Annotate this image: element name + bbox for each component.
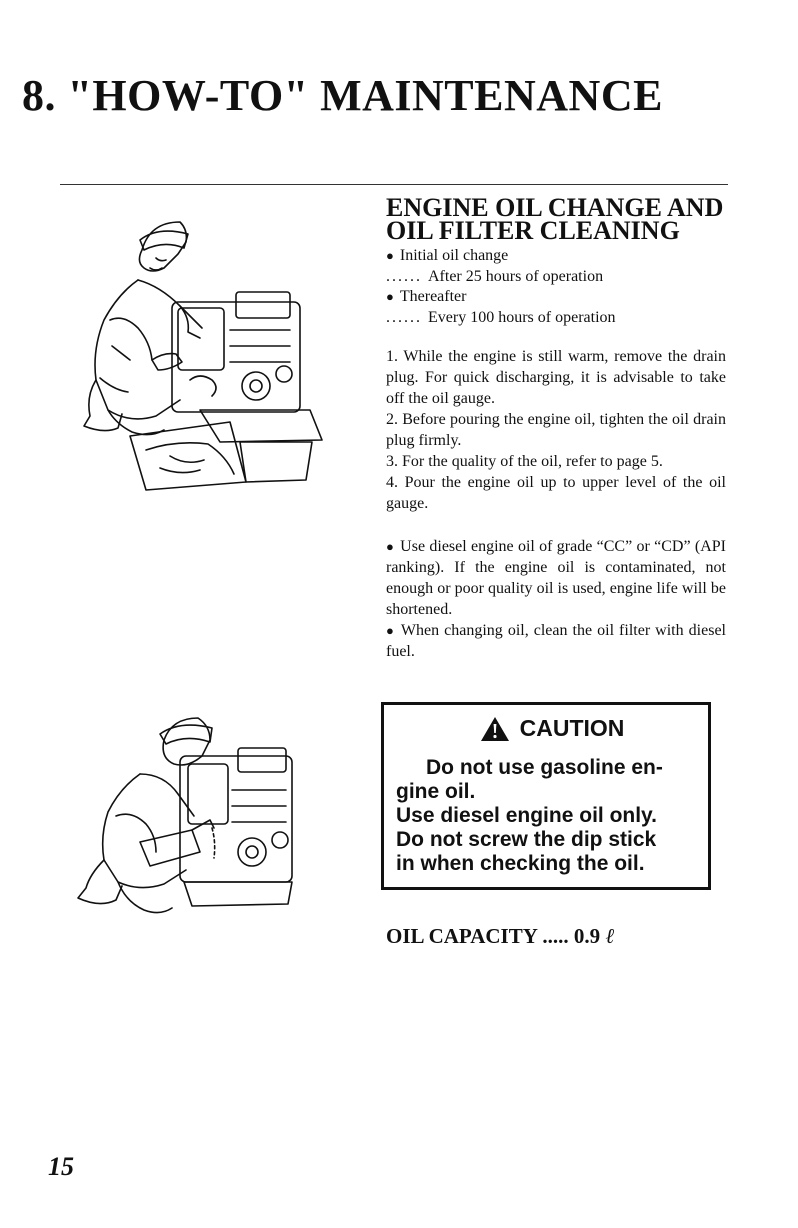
oil-capacity-dots: ..... <box>542 924 569 948</box>
caution-line-2: gine oil. <box>396 780 476 803</box>
oil-change-schedule <box>386 246 726 328</box>
leader-dots: ...... <box>386 267 422 285</box>
note-filter: ● When changing oil, clean the oil filter with diesel fuel. <box>386 620 726 662</box>
oil-notes <box>386 536 726 662</box>
section-title-line-1: ENGINE OIL CHANGE AND <box>386 193 724 222</box>
oil-capacity <box>386 924 614 949</box>
step-2: 2. Before pouring the engine oil, tighten the oil drain plug firmly. <box>386 411 726 449</box>
header-divider <box>60 184 728 185</box>
oil-capacity-unit: ℓ <box>605 924 615 948</box>
caution-header <box>396 715 708 742</box>
schedule-interval: Every 100 hours of operation <box>428 308 616 326</box>
step-4: 4. Pour the engine oil up to upper level of the oil gauge. <box>386 474 726 512</box>
chapter-title: 8. "HOW-TO" MAINTENANCE <box>22 71 663 120</box>
note-oil-grade: ● Use diesel engine oil of grade “CC” or “CD” (API ranking). If the engine oil is contaminated, not enough or poor quality oil is used, engine life will be shortened. <box>386 536 726 620</box>
section-title <box>386 193 726 245</box>
step-1: 1. While the engine is still warm, remove the drain plug. For quick discharging, it is advisable to take off the oil gauge. <box>386 348 726 407</box>
mechanic-pouring-oil-illustration <box>60 712 300 930</box>
caution-line-3: Use diesel engine oil only. <box>396 804 658 827</box>
schedule-interval: After 25 hours of operation <box>428 267 604 285</box>
leader-dots: ...... <box>386 308 422 326</box>
warning-triangle-icon <box>480 716 510 742</box>
caution-box <box>381 702 711 890</box>
caution-heading: CAUTION <box>519 715 625 741</box>
caution-line-4: Do not screw the dip stick <box>396 828 657 851</box>
oil-capacity-value: 0.9 <box>573 924 601 948</box>
caution-line-5: in when checking the oil. <box>396 852 645 875</box>
caution-text <box>396 756 708 876</box>
section-title-line-2: OIL FILTER CLEANING <box>386 216 680 245</box>
mechanic-draining-oil-illustration <box>60 210 325 500</box>
caution-line-1: Do not use gasoline en- <box>426 756 663 779</box>
schedule-label-initial: ● Initial oil change <box>386 246 726 267</box>
procedure-steps <box>386 346 726 514</box>
schedule-label-thereafter: ● Thereafter <box>386 287 726 308</box>
schedule-value-thereafter <box>386 308 726 329</box>
page-number: 15 <box>48 1152 74 1181</box>
oil-capacity-label: OIL CAPACITY <box>386 924 538 948</box>
engine-oil-section <box>386 193 726 662</box>
step-3: 3. For the quality of the oil, refer to page 5. <box>386 453 663 470</box>
schedule-value-initial <box>386 267 726 288</box>
